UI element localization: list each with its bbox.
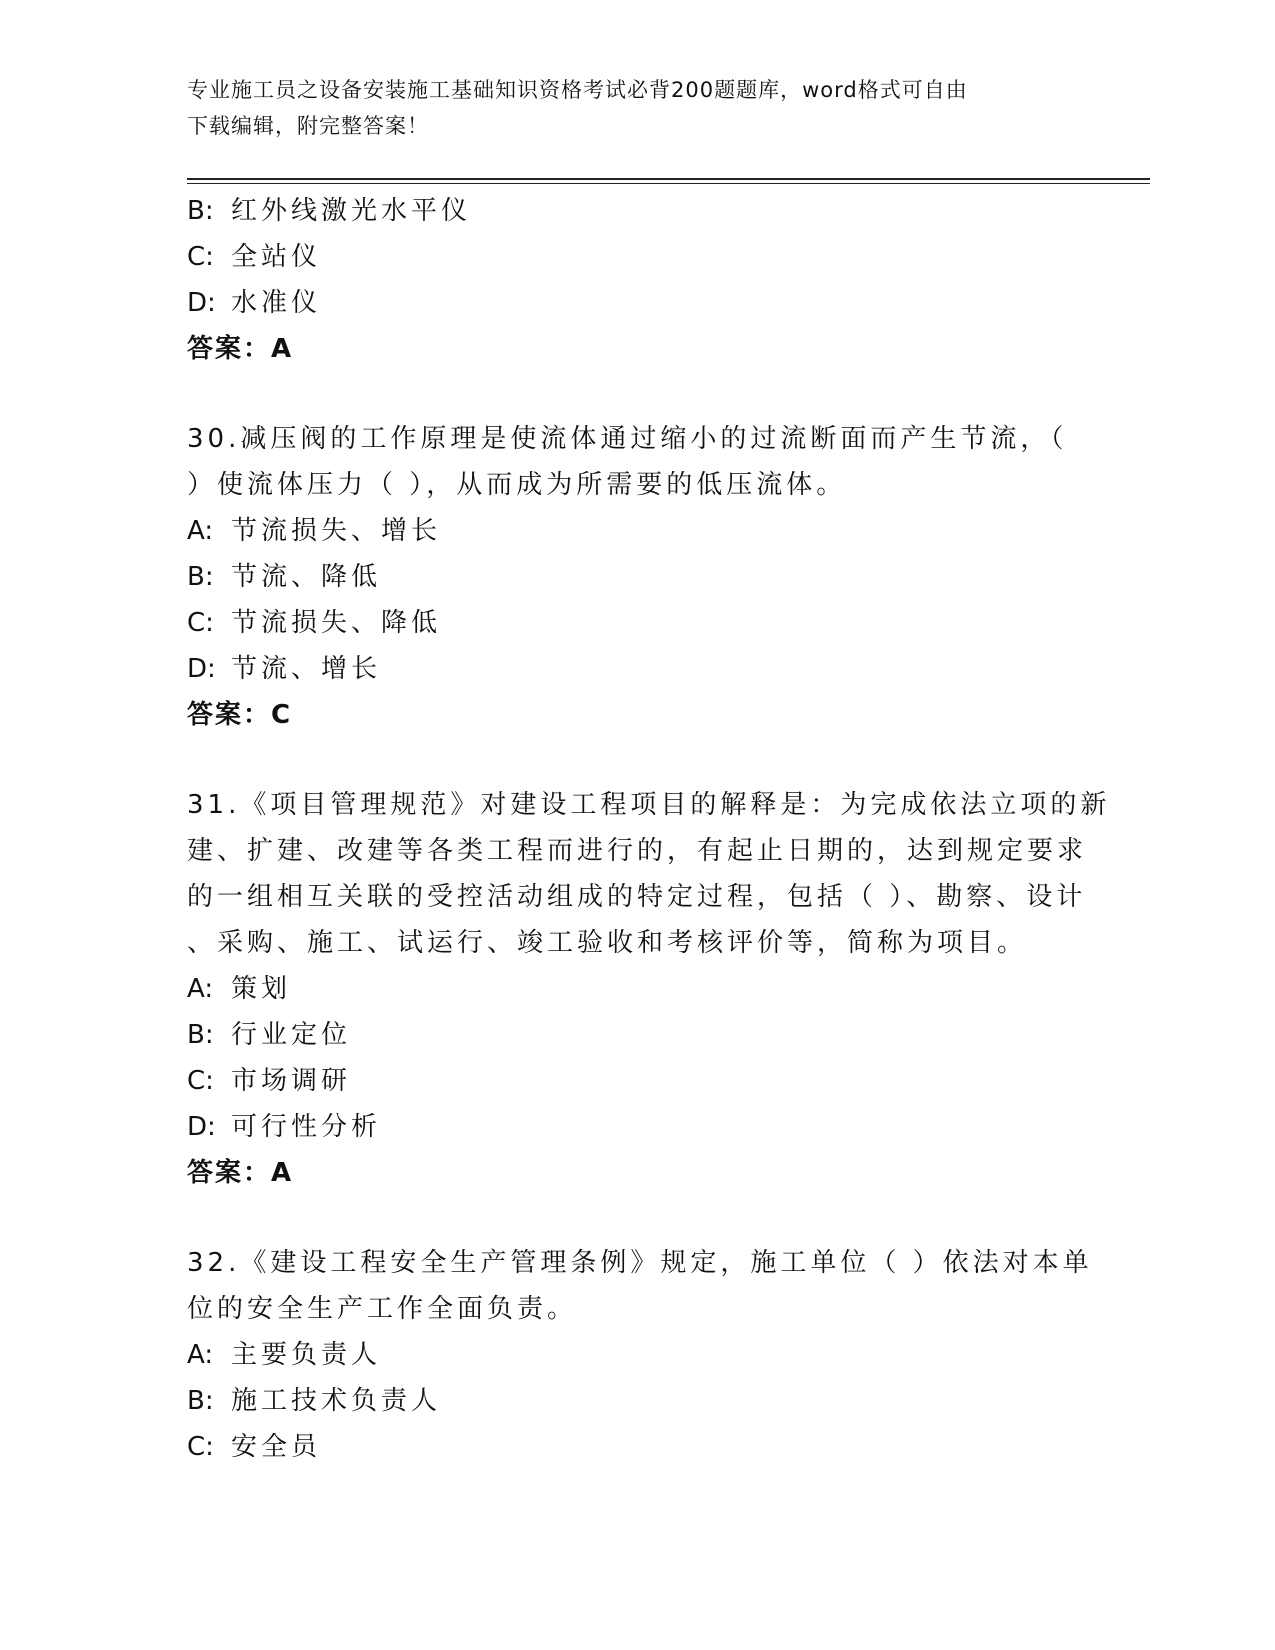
option-a [187, 966, 1087, 1012]
question-text-line: 、采购、施工、试运行、竣工验收和考核评价等，简称为项目。 [187, 928, 1028, 958]
option-c [187, 234, 1087, 280]
option-label: B: [187, 1386, 214, 1416]
header-divider-thin [187, 183, 1150, 184]
option-d [187, 280, 1087, 326]
option-label: B: [187, 562, 214, 592]
question-text-line: 位的安全生产工作全面负责。 [187, 1294, 578, 1324]
option-text: 安全员 [231, 1432, 322, 1462]
question-list [187, 188, 1111, 1470]
option-a [187, 508, 1087, 554]
option-d [187, 646, 1087, 692]
question-text-line: 32.《建设工程安全生产管理条例》规定，施工单位（ ）依法对本单 [187, 1248, 1093, 1278]
option-label: D: [187, 1112, 216, 1142]
option-label: A: [187, 1340, 214, 1370]
option-text: 施工技术负责人 [231, 1386, 442, 1416]
option-c [187, 1424, 1087, 1470]
option-text: 可行性分析 [231, 1112, 382, 1142]
answer-line: 答案：C [187, 700, 293, 730]
option-label: C: [187, 1432, 214, 1462]
question-text-line: 的一组相互关联的受控活动组成的特定过程，包括（ ）、勘察、设计 [187, 882, 1087, 912]
option-b [187, 554, 1087, 600]
option-text: 市场调研 [231, 1066, 352, 1096]
option-text: 水准仪 [231, 288, 322, 318]
option-text: 红外线激光水平仪 [231, 196, 472, 226]
option-label: B: [187, 1020, 214, 1050]
option-label: D: [187, 654, 216, 684]
option-b [187, 188, 1087, 234]
answer-line: 答案：A [187, 334, 294, 364]
option-a [187, 1332, 1087, 1378]
option-text: 节流、降低 [231, 562, 382, 592]
option-label: C: [187, 1066, 214, 1096]
option-c [187, 600, 1087, 646]
option-text: 全站仪 [231, 242, 322, 272]
option-text: 节流损失、降低 [231, 608, 442, 638]
option-text: 节流、增长 [231, 654, 382, 684]
option-label: C: [187, 242, 214, 272]
document-header [187, 72, 1067, 144]
question-text-line: 建、扩建、改建等各类工程而进行的，有起止日期的，达到规定要求 [187, 836, 1088, 866]
option-text: 主要负责人 [231, 1340, 382, 1370]
header-title-line-2: 下载编辑，附完整答案！ [187, 114, 429, 138]
header-title-line-1: 专业施工员之设备安装施工基础知识资格考试必背200题题库，word格式可自由 [187, 78, 968, 102]
option-b [187, 1012, 1087, 1058]
option-label: D: [187, 288, 216, 318]
option-text: 策划 [231, 974, 292, 1004]
question-text-line: 30.减压阀的工作原理是使流体通过缩小的过流断面而产生节流，（ [187, 424, 1068, 454]
answer-line: 答案：A [187, 1158, 294, 1188]
option-label: A: [187, 974, 214, 1004]
question-29-continuation [187, 188, 1087, 372]
option-c [187, 1058, 1087, 1104]
question-text-line: 31.《项目管理规范》对建设工程项目的解释是：为完成依法立项的新 [187, 790, 1111, 820]
option-label: A: [187, 516, 214, 546]
question-32 [187, 1240, 1093, 1470]
option-b [187, 1378, 1087, 1424]
option-text: 行业定位 [231, 1020, 352, 1050]
question-31 [187, 782, 1111, 1196]
question-text-line: ）使流体压力（ ），从而成为所需要的低压流体。 [187, 470, 847, 500]
option-text: 节流损失、增长 [231, 516, 442, 546]
header-divider-thick [187, 178, 1150, 180]
option-label: B: [187, 196, 214, 226]
option-label: C: [187, 608, 214, 638]
question-30 [187, 416, 1087, 738]
option-d [187, 1104, 1087, 1150]
